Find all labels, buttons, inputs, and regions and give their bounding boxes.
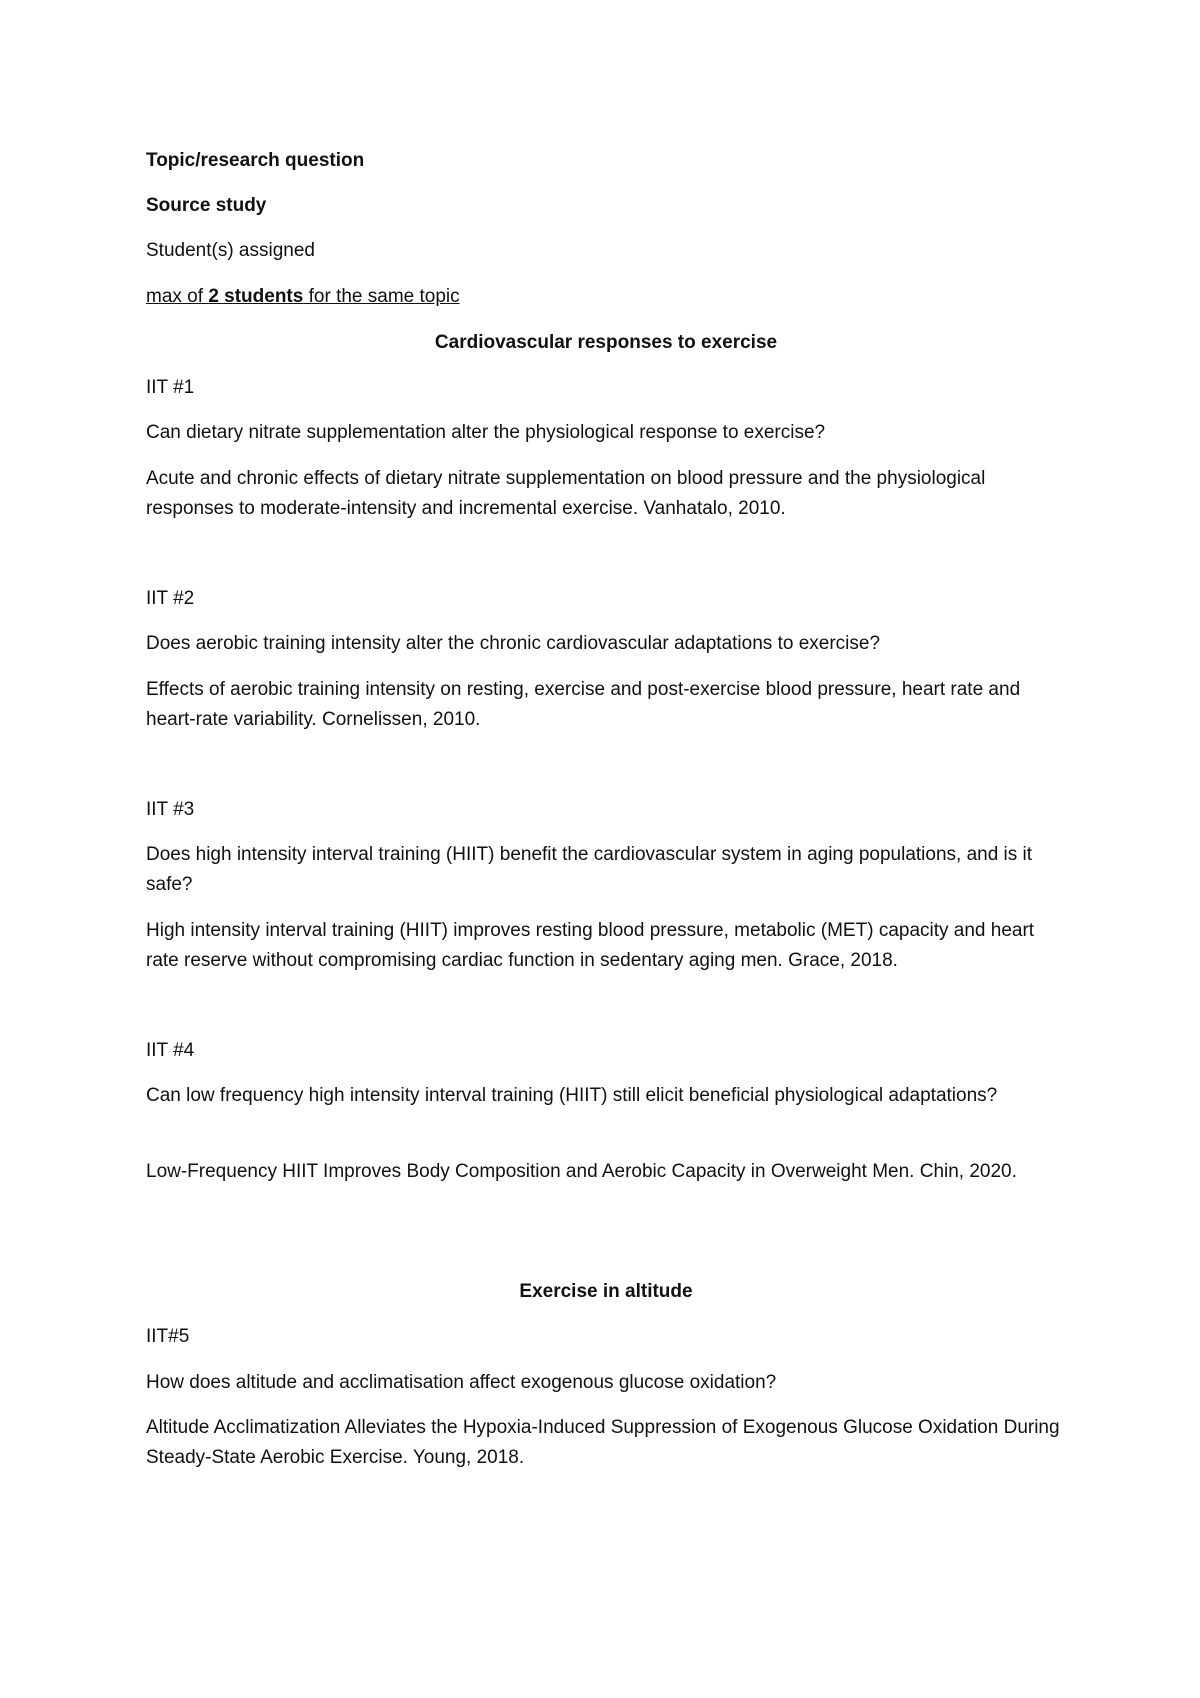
section-title-altitude: Exercise in altitude xyxy=(519,1281,693,1302)
item-question: Does high intensity interval training (HIIT) benefit the cardiovascular system in aging populations, and is it safe? xyxy=(146,844,1033,895)
max-note-prefix: max of xyxy=(146,286,209,307)
source-label: Source study xyxy=(146,195,267,216)
item-id: IIT #2 xyxy=(146,588,195,609)
item-source: Effects of aerobic training intensity on resting, exercise and post-exercise blood pressure, heart rate and heart-rate variability. Cornelissen, 2010. xyxy=(146,679,1021,730)
topic-label: Topic/research question xyxy=(146,150,365,171)
item-source: High intensity interval training (HIIT) improves resting blood pressure, metabolic (MET) capacity and heart rate reserve without compromising cardiac function in sedentary aging men. Grace, 2018. xyxy=(146,920,1035,971)
item-question: How does altitude and acclimatisation affect exogenous glucose oxidation? xyxy=(146,1372,777,1393)
item-source: Acute and chronic effects of dietary nitrate supplementation on blood pressure and the physiological responses to moderate-intensity and incremental exercise. Vanhatalo, 2010. xyxy=(146,468,986,519)
max-note-bold: 2 students xyxy=(208,286,304,307)
max-students-note xyxy=(146,282,1066,312)
item-id: IIT #4 xyxy=(146,1040,195,1061)
item-question: Can dietary nitrate supplementation alter the physiological response to exercise? xyxy=(146,422,826,443)
item-source: Low-Frequency HIIT Improves Body Composition and Aerobic Capacity in Overweight Men. Chin, 2020. xyxy=(146,1161,1017,1182)
max-note-suffix: for the same topic xyxy=(303,286,460,307)
item-question: Does aerobic training intensity alter the chronic cardiovascular adaptations to exercise? xyxy=(146,633,881,654)
students-label: Student(s) assigned xyxy=(146,240,315,261)
item-id: IIT #3 xyxy=(146,799,195,820)
section-title-cardiovascular: Cardiovascular responses to exercise xyxy=(434,332,778,353)
item-id: IIT#5 xyxy=(146,1326,190,1347)
item-id: IIT #1 xyxy=(146,377,195,398)
item-question: Can low frequency high intensity interval training (HIIT) still elicit beneficial physiological adaptations? xyxy=(146,1085,998,1106)
item-source: Altitude Acclimatization Alleviates the Hypoxia-Induced Suppression of Exogenous Glucose Oxidation During Steady-State Aerobic Exercise. Young, 2018. xyxy=(146,1417,1060,1468)
